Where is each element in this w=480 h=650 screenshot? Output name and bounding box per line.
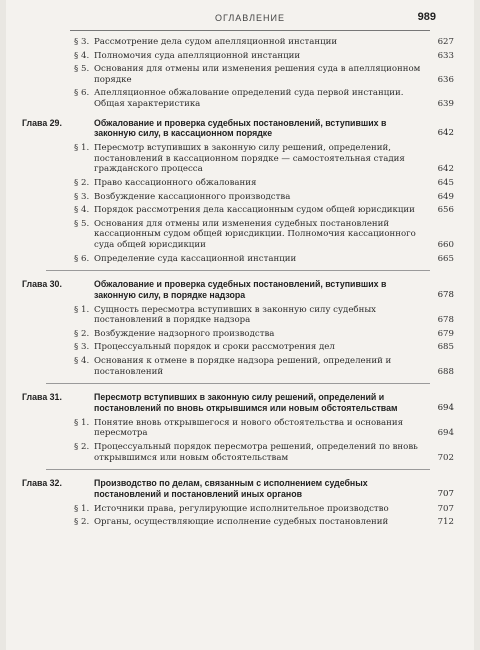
chapter-title: Обжалование и проверка судебных постановлений, вступивших в законную силу, в порядке надзора	[94, 279, 387, 300]
chapter-number: Глава 32.	[22, 478, 62, 489]
section-number: § 2.	[74, 328, 90, 339]
toc-page-number: 685	[437, 342, 454, 353]
section-title: Источники права, регулирующие исполнительное производство	[94, 503, 389, 514]
toc-page-number: 712	[437, 517, 454, 528]
toc-page-number: 660	[437, 239, 454, 250]
section-number: § 2.	[74, 517, 90, 528]
section-title: Процессуальный порядок пересмотра решений, определений по вновь открывшимся или новым обстоятельствам	[94, 442, 418, 463]
section-number: § 5.	[74, 64, 90, 75]
section-title: Основания к отмене в порядке надзора решений, определений и постановлений	[94, 356, 392, 377]
section-title: Возбуждение кассационного производства	[94, 191, 291, 202]
section-title: Определение суда кассационной инстанции	[94, 253, 297, 264]
toc-section[interactable]	[74, 191, 454, 203]
section-number: § 4.	[74, 50, 90, 61]
toc-section[interactable]	[74, 342, 454, 353]
section-title: Основания для отмены или изменения решения суда в апелляционном порядке	[94, 64, 421, 85]
section-number: § 3.	[74, 342, 90, 353]
toc-section[interactable]	[74, 205, 454, 216]
toc-page-number: 688	[437, 366, 454, 377]
toc-page-number: 679	[437, 328, 454, 339]
section-number: § 4.	[74, 205, 90, 216]
section-title: Органы, осуществляющие исполнение судебных постановлений	[94, 517, 389, 528]
section-number: § 1.	[74, 304, 90, 315]
section-title: Право кассационного обжалования	[94, 177, 257, 188]
section-title: Сущность пересмотра вступивших в законную силу судебных постановлений в порядке надзора	[94, 304, 377, 326]
section-number: § 1.	[74, 417, 90, 428]
toc-page-number: 633	[437, 50, 454, 61]
section-title: Понятие вновь открывшегося и нового обстоятельства и основания пересмотра	[94, 417, 404, 439]
toc-section[interactable]	[74, 88, 454, 109]
toc-chapter[interactable]	[22, 117, 454, 140]
toc-chapter[interactable]	[22, 279, 454, 301]
section-number: § 4.	[74, 356, 90, 367]
toc-page-number: 707	[437, 489, 454, 500]
toc-section[interactable]	[74, 64, 454, 85]
toc-page-number: 639	[437, 98, 454, 109]
section-title: Полномочия суда апелляционной инстанции	[94, 50, 301, 61]
toc-page-number: 645	[437, 177, 454, 188]
toc-page-number: 678	[437, 289, 454, 300]
section-title: Процессуальный порядок и сроки рассмотрения дел	[94, 342, 335, 353]
chapter-divider	[46, 469, 430, 470]
toc-section[interactable]	[74, 517, 454, 528]
toc-page-number: 694	[437, 428, 454, 439]
section-title: Возбуждение надзорного производства	[94, 328, 275, 339]
chapter-title: Производство по делам, связанным с исполнением судебных постановлений и постановлений иных органов	[94, 478, 368, 500]
toc-page-number: 707	[437, 503, 454, 514]
section-number: § 6.	[74, 253, 90, 264]
section-number: § 3.	[74, 37, 90, 47]
toc-page-number: 642	[437, 128, 454, 139]
section-title: Апелляционное обжалование определений суда первой инстанции. Общая характеристика	[94, 88, 404, 109]
toc-section[interactable]	[74, 304, 454, 326]
toc-section[interactable]	[74, 218, 454, 251]
section-title: Пересмотр вступивших в законную силу решений, определений, постановлений в кассационном порядке — самостоятельная стадия гражданского процесса	[94, 143, 405, 175]
toc-page-number: 665	[437, 253, 454, 264]
toc-page-number: 636	[437, 74, 454, 85]
section-title: Рассмотрение дела судом апелляционной инстанции	[94, 37, 338, 47]
toc-section[interactable]	[74, 417, 454, 439]
chapter-number: Глава 29.	[22, 117, 62, 128]
toc-page-number: 656	[437, 205, 454, 216]
toc-chapter[interactable]	[22, 392, 454, 414]
page-header	[70, 11, 436, 31]
toc-section[interactable]	[74, 143, 454, 175]
table-of-contents	[22, 37, 454, 528]
chapter-divider	[46, 270, 430, 271]
chapter-title: Пересмотр вступивших в законную силу решений, определений и постановлений по вновь открывшимся или новым обстоятельствам	[94, 392, 398, 414]
toc-section[interactable]	[74, 356, 454, 377]
section-number: § 1.	[74, 143, 90, 154]
section-number: § 2.	[74, 177, 90, 188]
toc-page-number: 649	[437, 191, 454, 202]
page-number: 989	[417, 11, 436, 23]
chapter-number: Глава 31.	[22, 392, 62, 403]
toc-section[interactable]	[74, 50, 454, 62]
toc-page-number: 642	[437, 164, 454, 175]
toc-page-number: 627	[437, 37, 454, 47]
toc-section[interactable]	[74, 37, 454, 48]
toc-chapter[interactable]	[22, 478, 454, 500]
running-title: ОГЛАВЛЕНИЕ	[214, 13, 286, 23]
chapter-number: Глава 30.	[22, 279, 62, 290]
toc-section[interactable]	[74, 442, 454, 463]
section-title: Порядок рассмотрения дела кассационным судом общей юрисдикции	[94, 205, 415, 216]
toc-section[interactable]	[74, 177, 454, 189]
toc-page-number: 702	[437, 452, 454, 463]
section-number: § 3.	[74, 191, 90, 202]
section-title: Основания для отмены или изменения судебных постановлений кассационным судом общей юрисдикции. Полномочия кассационного суда общей юрисдикции	[94, 218, 416, 250]
section-number: § 6.	[74, 88, 90, 99]
toc-page-number: 678	[437, 315, 454, 326]
chapter-title: Обжалование и проверка судебных постановлений, вступивших в законную силу, в кассационном порядке	[94, 117, 387, 139]
toc-page-number: 694	[437, 403, 454, 414]
section-number: § 2.	[74, 442, 90, 453]
book-page	[6, 0, 474, 650]
toc-section[interactable]	[74, 328, 454, 340]
toc-section[interactable]	[74, 253, 454, 265]
section-number: § 5.	[74, 218, 90, 229]
chapter-divider	[46, 383, 430, 384]
toc-section[interactable]	[74, 503, 454, 515]
section-number: § 1.	[74, 503, 90, 514]
